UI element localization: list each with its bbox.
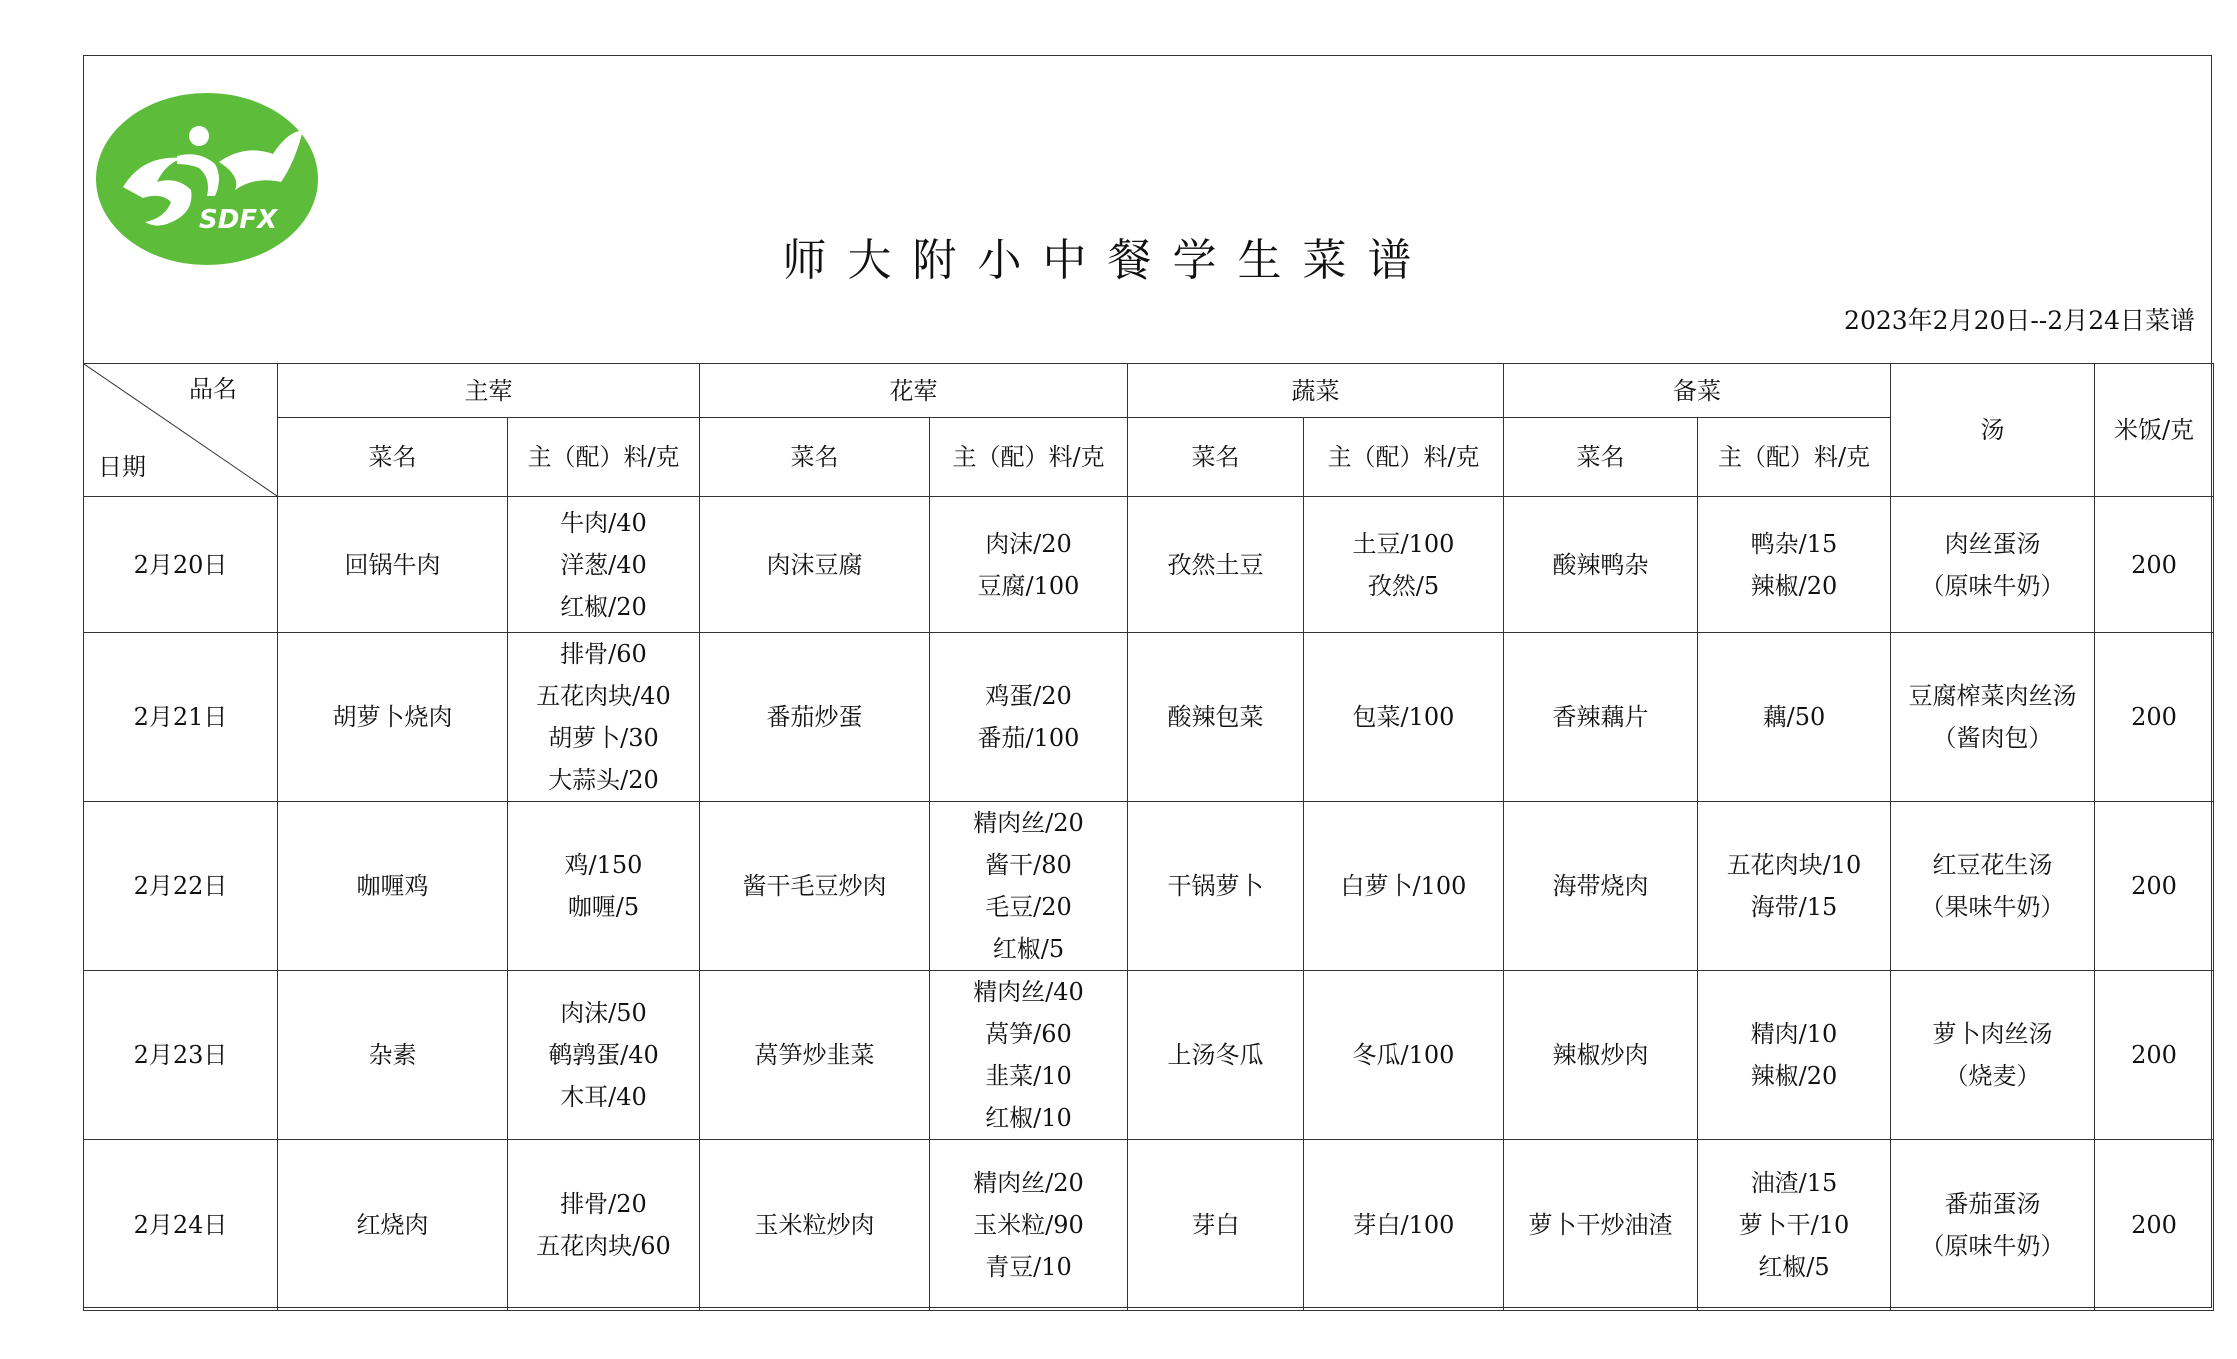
main-dish-name: 咖喱鸡 — [278, 802, 508, 971]
soup-cell-line: （酱肉包） — [1932, 724, 2053, 752]
page-title: 师大附小中餐学生菜谱 — [782, 235, 1433, 286]
spare-dish-ingredients-line: 油渣/15 — [1750, 1169, 1838, 1197]
soup-cell-line: （果味牛奶） — [1920, 893, 2065, 921]
flower-dish-ingredients-line: 精肉丝/20 — [973, 1169, 1084, 1197]
veg-dish-ingredients-line: 孜然/5 — [1367, 571, 1440, 600]
main-dish-ingredients-line: 红椒/20 — [560, 592, 647, 621]
date-cell: 2月20日 — [84, 497, 278, 633]
table-row — [84, 971, 2214, 1140]
flower-dish-ingredients — [930, 971, 1128, 1140]
corner-date-label: 日期 — [98, 453, 146, 481]
rice-cell: 200 — [2095, 1140, 2214, 1311]
soup-header: 汤 — [1891, 364, 2095, 497]
rice-cell: 200 — [2095, 971, 2214, 1140]
flower-dish-name: 酱干毛豆炒肉 — [700, 802, 930, 971]
date-cell: 2月22日 — [84, 802, 278, 971]
spare-dish-ingredients — [1698, 497, 1891, 633]
spare-dish-ingredients-line: 海带/15 — [1750, 893, 1838, 921]
flower-dish-ingredients-line: 韭菜/10 — [985, 1062, 1072, 1090]
sub-header-ingredients: 主（配）料/克 — [508, 418, 700, 497]
sub-header-name: 菜名 — [700, 418, 930, 497]
main-dish-ingredients — [508, 802, 700, 971]
flower-dish-name: 莴笋炒韭菜 — [700, 971, 930, 1140]
flower-dish-ingredients-line: 玉米粒/90 — [973, 1211, 1084, 1239]
veg-dish-ingredients — [1304, 971, 1504, 1140]
menu-table — [83, 363, 2214, 1311]
flower-dish-ingredients-line: 莴笋/60 — [985, 1020, 1072, 1048]
main-dish-ingredients-line: 木耳/40 — [560, 1083, 647, 1111]
rice-cell: 200 — [2095, 633, 2214, 802]
soup-cell-line: 红豆花生汤 — [1932, 851, 2053, 879]
corner-header — [84, 364, 278, 497]
table-row — [84, 802, 2214, 971]
spare-dish-name: 辣椒炒肉 — [1504, 971, 1698, 1140]
main-dish-ingredients-line: 肉沫/50 — [560, 999, 647, 1027]
soup-cell — [1891, 971, 2095, 1140]
soup-cell — [1891, 1140, 2095, 1311]
flower-dish-ingredients-line: 毛豆/20 — [985, 893, 1072, 921]
spare-dish-ingredients-line: 红椒/5 — [1758, 1253, 1830, 1281]
soup-cell-line: 萝卜肉丝汤 — [1932, 1020, 2053, 1048]
flower-dish-ingredients-line: 豆腐/100 — [977, 571, 1080, 600]
spare-dish-ingredients-line: 鸭杂/15 — [1750, 529, 1838, 558]
main-dish-ingredients-line: 咖喱/5 — [567, 893, 640, 921]
veg-dish-ingredients — [1304, 497, 1504, 633]
sub-header-name: 菜名 — [1504, 418, 1698, 497]
veg-dish-name: 上汤冬瓜 — [1128, 971, 1304, 1140]
rice-header: 米饭/克 — [2095, 364, 2214, 497]
flower-dish-ingredients-line: 酱干/80 — [985, 851, 1072, 879]
flower-dish-name: 玉米粒炒肉 — [700, 1140, 930, 1311]
veg-dish-ingredients-line: 芽白/100 — [1352, 1211, 1455, 1239]
soup-cell-line: （原味牛奶） — [1920, 571, 2065, 600]
menu-sheet — [83, 55, 2212, 1308]
main-dish-ingredients — [508, 1140, 700, 1311]
veg-dish-ingredients-line: 白萝卜/100 — [1340, 872, 1467, 900]
rice-cell: 200 — [2095, 497, 2214, 633]
main-dish-ingredients-line: 大蒜头/20 — [548, 766, 659, 794]
logo-text: SDFX — [199, 205, 278, 235]
soup-cell-line: 番茄蛋汤 — [1944, 1190, 2041, 1218]
main-dish-ingredients — [508, 971, 700, 1140]
flower-dish-ingredients-line: 精肉丝/20 — [973, 809, 1084, 837]
main-dish-name: 回锅牛肉 — [278, 497, 508, 633]
spare-dish-ingredients-line: 辣椒/20 — [1750, 1062, 1838, 1090]
flower-dish-name: 肉沫豆腐 — [700, 497, 930, 633]
soup-cell-line: 豆腐榨菜肉丝汤 — [1908, 682, 2077, 710]
sheet-header — [84, 56, 2211, 363]
group-main: 主荤 — [278, 364, 700, 418]
veg-dish-ingredients — [1304, 802, 1504, 971]
group-veg: 蔬菜 — [1128, 364, 1504, 418]
main-dish-name: 红烧肉 — [278, 1140, 508, 1311]
veg-dish-name: 酸辣包菜 — [1128, 633, 1304, 802]
main-dish-ingredients-line: 牛肉/40 — [560, 508, 647, 537]
veg-dish-ingredients-line: 包菜/100 — [1352, 703, 1455, 731]
main-dish-ingredients-line: 洋葱/40 — [560, 550, 647, 579]
flower-dish-ingredients-line: 精肉丝/40 — [973, 978, 1084, 1006]
spare-dish-ingredients — [1698, 633, 1891, 802]
flower-dish-name: 番茄炒蛋 — [700, 633, 930, 802]
table-row — [84, 497, 2214, 633]
veg-dish-name: 干锅萝卜 — [1128, 802, 1304, 971]
flower-dish-ingredients — [930, 633, 1128, 802]
menu-body — [84, 497, 2214, 1311]
soup-cell — [1891, 633, 2095, 802]
sub-header-name: 菜名 — [278, 418, 508, 497]
spare-dish-ingredients-line: 藕/50 — [1762, 703, 1826, 731]
veg-dish-name: 芽白 — [1128, 1140, 1304, 1311]
flower-dish-ingredients — [930, 802, 1128, 971]
flower-dish-ingredients-line: 鸡蛋/20 — [985, 682, 1072, 710]
main-dish-ingredients — [508, 497, 700, 633]
sub-header-name: 菜名 — [1128, 418, 1304, 497]
spare-dish-ingredients — [1698, 802, 1891, 971]
sub-header-ingredients: 主（配）料/克 — [930, 418, 1128, 497]
main-dish-ingredients — [508, 633, 700, 802]
main-dish-ingredients-line: 排骨/60 — [560, 640, 647, 668]
spare-dish-ingredients-line: 萝卜干/10 — [1738, 1211, 1850, 1239]
table-row — [84, 1140, 2214, 1311]
veg-dish-ingredients-line: 冬瓜/100 — [1352, 1041, 1455, 1069]
spare-dish-ingredients-line: 精肉/10 — [1750, 1020, 1838, 1048]
spare-dish-ingredients — [1698, 971, 1891, 1140]
main-dish-ingredients-line: 鸡/150 — [564, 851, 643, 879]
sub-header-ingredients: 主（配）料/克 — [1698, 418, 1891, 497]
spare-dish-name: 萝卜干炒油渣 — [1504, 1140, 1698, 1311]
flower-dish-ingredients-line: 番茄/100 — [977, 724, 1080, 752]
group-spare: 备菜 — [1504, 364, 1891, 418]
veg-dish-ingredients — [1304, 633, 1504, 802]
soup-cell — [1891, 802, 2095, 971]
spare-dish-name: 香辣藕片 — [1504, 633, 1698, 802]
date-cell: 2月21日 — [84, 633, 278, 802]
sub-header-ingredients: 主（配）料/克 — [1304, 418, 1504, 497]
flower-dish-ingredients — [930, 1140, 1128, 1311]
soup-cell — [1891, 497, 2095, 633]
spare-dish-ingredients-line: 五花肉块/10 — [1726, 851, 1862, 879]
date-range: 2023年2月20日--2月24日菜谱 — [1844, 306, 2195, 335]
soup-cell-line: （原味牛奶） — [1920, 1232, 2065, 1260]
group-flower: 花荤 — [700, 364, 1128, 418]
spare-dish-ingredients-line: 辣椒/20 — [1750, 571, 1838, 600]
flower-dish-ingredients-line: 红椒/10 — [985, 1104, 1072, 1132]
spare-dish-name: 酸辣鸭杂 — [1504, 497, 1698, 633]
soup-cell-line: （烧麦） — [1944, 1062, 2041, 1090]
table-row — [84, 633, 2214, 802]
flower-dish-ingredients-line: 肉沫/20 — [985, 529, 1072, 558]
rice-cell: 200 — [2095, 802, 2214, 971]
spare-dish-name: 海带烧肉 — [1504, 802, 1698, 971]
main-dish-ingredients-line: 五花肉块/60 — [536, 1232, 671, 1260]
corner-item-label: 品名 — [189, 375, 237, 403]
spare-dish-ingredients — [1698, 1140, 1891, 1311]
flower-dish-ingredients-line: 红椒/5 — [992, 935, 1065, 963]
main-dish-name: 胡萝卜烧肉 — [278, 633, 508, 802]
main-dish-ingredients-line: 五花肉块/40 — [536, 682, 671, 710]
date-cell: 2月23日 — [84, 971, 278, 1140]
main-dish-name: 杂素 — [278, 971, 508, 1140]
flower-dish-ingredients — [930, 497, 1128, 633]
date-cell: 2月24日 — [84, 1140, 278, 1311]
main-dish-ingredients-line: 排骨/20 — [560, 1190, 647, 1218]
main-dish-ingredients-line: 鹌鹑蛋/40 — [548, 1041, 659, 1069]
main-dish-ingredients-line: 胡萝卜/30 — [548, 724, 659, 752]
veg-dish-ingredients-line: 土豆/100 — [1352, 529, 1455, 558]
flower-dish-ingredients-line: 青豆/10 — [985, 1253, 1072, 1281]
veg-dish-ingredients — [1304, 1140, 1504, 1311]
veg-dish-name: 孜然土豆 — [1128, 497, 1304, 633]
soup-cell-line: 肉丝蛋汤 — [1944, 529, 2041, 558]
